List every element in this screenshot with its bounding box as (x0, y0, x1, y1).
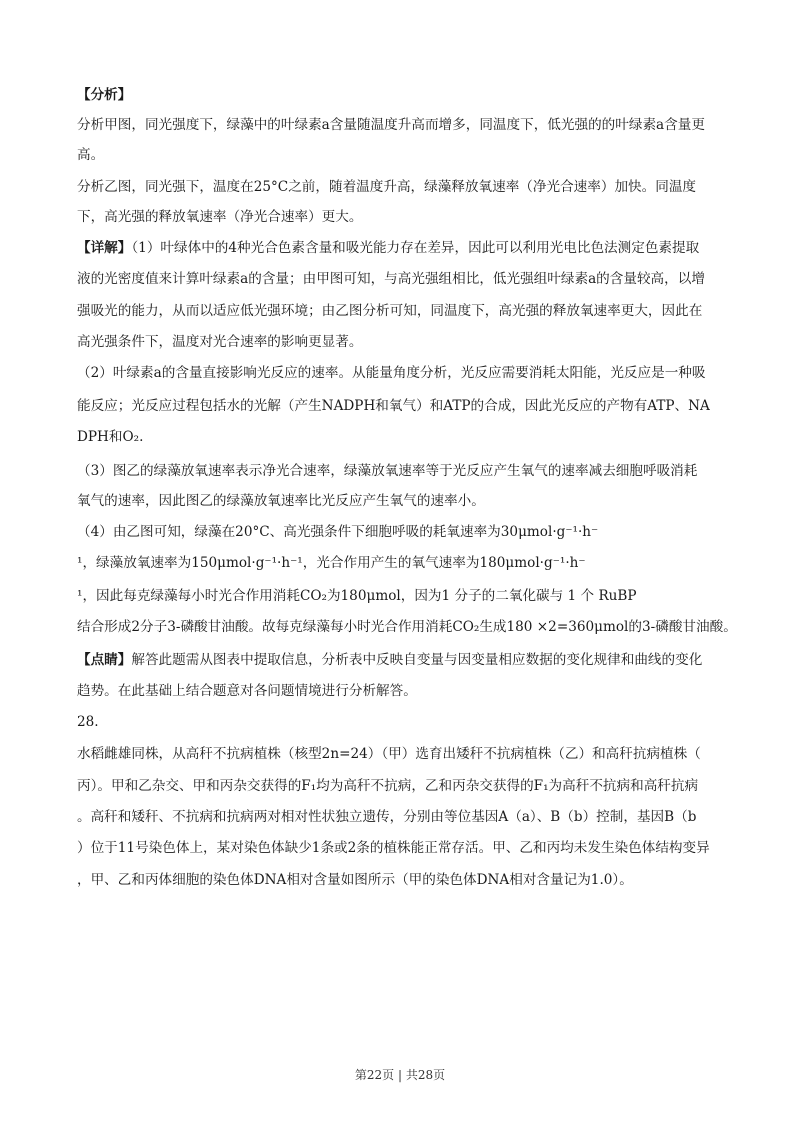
analysis-line: 高。 (77, 147, 105, 163)
detail-line: DPH和O₂. (77, 429, 144, 445)
detail-line: 结合形成2分子3-磷酸甘油酸。故每克绿藻每小时光合作用消耗CO₂生成180 ×2=360μmol的3-磷酸甘油酸。 (77, 619, 737, 635)
question-number: 28. (77, 714, 99, 730)
detail-line: 能反应；光反应过程包括水的光解（产生NADPH和氧气）和ATP的合成，因此光反应的产物有ATP、NA (77, 398, 710, 414)
detail-line: （4）由乙图可知，绿藻在20°C、高光强条件下细胞呼吸的耗氧速率为30μmol·g⁻¹·h⁻ (77, 524, 599, 540)
tip-first-line (77, 651, 702, 669)
analysis-line: 分析乙图，同光强下，温度在25°C之前，随着温度升高，绿藻释放氧速率（净光合速率）加快。同温度 (77, 179, 697, 195)
detail-first-line (77, 239, 699, 257)
detail-line: （3）图乙的绿藻放氧速率表示净光合速率，绿藻放氧速率等于光反应产生氧气的速率减去细胞呼吸消耗 (77, 463, 698, 479)
tip-heading: 【点睛】 (77, 652, 132, 668)
detail-heading: 【详解】 (77, 240, 132, 256)
detail-line: 强吸光的能力，从而以适应低光强环境；由乙图分析可知，同温度下，高光强的释放氧速率更大，因此在 (77, 303, 703, 319)
analysis-heading: 【分析】 (77, 87, 132, 103)
question-line: 水稻雌雄同株，从高秆不抗病植株（核型2n=24）（甲）选育出矮秆不抗病植株（乙）和高秆抗病植株（ (77, 746, 701, 762)
question-line: 丙）。甲和乙杂交、甲和丙杂交获得的F₁均为高秆不抗病，乙和丙杂交获得的F₁为高秆不抗病和高秆抗病 (77, 778, 699, 794)
tip-line: 趋势。在此基础上结合题意对各问题情境进行分析解答。 (77, 683, 417, 699)
analysis-line: 分析甲图，同光强度下，绿藻中的叶绿素a含量随温度升高而增多，同温度下，低光强的的叶绿素a含量更 (77, 117, 705, 133)
detail-line: ¹，因此每克绿藻每小时光合作用消耗CO₂为180μmol，因为1 分子的二氧化碳与 1 个 RuBP (77, 588, 637, 604)
detail-line: （2）叶绿素a的含量直接影响光反应的速率。从能量角度分析，光反应需要消耗太阳能，光反应是一种吸 (77, 365, 706, 381)
detail-line: 液的光密度值来计算叶绿素a的含量；由甲图可知，与高光强组相比，低光强组叶绿素a的含量较高，以增 (77, 271, 705, 287)
page-footer: 第22页 | 共28页 (354, 1068, 446, 1082)
detail-line: 高光强条件下，温度对光合速率的影响更显著。 (77, 334, 363, 350)
analysis-line: 下，高光强的释放氧速率（净光合速率）更大。 (77, 209, 363, 225)
question-line: 。高秆和矮秆、不抗病和抗病两对相对性状独立遗传，分别由等位基因A（a）、B（b）控制，基因B（b (77, 809, 697, 825)
detail-line: ¹，绿藻放氧速率为150μmol·g⁻¹·h⁻¹，光合作用产生的氧气速率为180μmol·g⁻¹·h⁻ (77, 555, 586, 571)
detail-line: 氧气的速率，因此图乙的绿藻放氧速率比光反应产生氧气的速率小。 (77, 493, 485, 509)
tip-line: 解答此题需从图表中提取信息，分析表中反映自变量与因变量相应数据的变化规律和曲线的变化 (131, 652, 703, 668)
detail-line: （1）叶绿体中的4种光合色素含量和吸光能力存在差异，因此可以利用光电比色法测定色素提取 (131, 240, 700, 256)
question-line: ）位于11号染色体上，某对染色体缺少1条或2条的植株能正常存活。甲、乙和丙均未发生染色体结构变异 (77, 840, 710, 856)
question-line: ，甲、乙和丙体细胞的染色体DNA相对含量如图所示（甲的染色体DNA相对含量记为1.0）。 (77, 872, 633, 888)
